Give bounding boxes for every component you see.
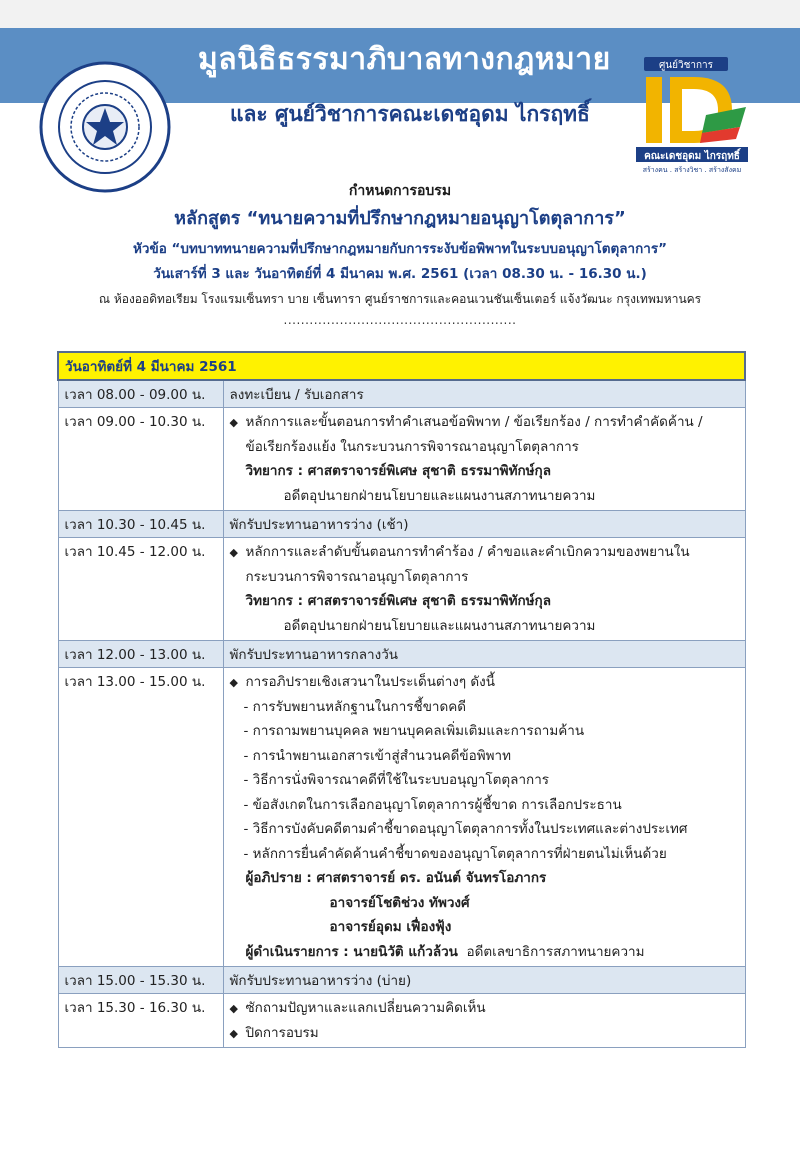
bullet-icon: ◆ — [229, 1002, 238, 1015]
panelist: ผู้อภิปราย : ศาสตราจารย์ ดร. อนันต์ จันทรโอภากร — [245, 870, 547, 886]
panelist: อาจารย์อุดม เฟื่องฟุ้ง — [329, 919, 452, 935]
doc-heading: กำหนดการอบรม — [348, 183, 452, 199]
time-cell: เวลา 08.00 - 09.00 น. — [58, 380, 223, 408]
activity-cell: ลงทะเบียน / รับเอกสาร — [223, 380, 745, 408]
time-cell: เวลา 15.00 - 15.30 น. — [58, 967, 223, 994]
course-title: หลักสูตร “ทนายความที่ปรึกษากฎหมายอนุญาโตตุลาการ” — [174, 208, 626, 229]
day-header-row — [58, 352, 745, 380]
speaker-title: อดีตอุปนายกฝ่ายนโยบายและแผนงานสภาทนายความ — [283, 487, 596, 504]
session-topic: ปิดการอบรม — [245, 1024, 319, 1041]
dotted-divider: ...................................................... — [283, 313, 517, 327]
academic-center-logo-icon — [636, 55, 758, 175]
moderator: ผู้ดำเนินรายการ : นายนิวัติ แก้วล้วน — [245, 943, 458, 960]
list-item: - วิธีการบังคับคดีตามคำชี้ขาดอนุญาโตตุลาการทั้งในประเทศและต่างประเทศ — [243, 821, 688, 837]
session-topic-cont: ข้อเรียกร้องแย้ง ในกระบวนการพิจารณาอนุญาโตตุลาการ — [245, 438, 579, 455]
list-item: - การถามพยานบุคคล พยานบุคคลเพิ่มเติมและการถามค้าน — [243, 723, 585, 739]
logo-top-text: ศูนย์วิชาการ — [658, 60, 714, 71]
time-cell: เวลา 13.00 - 15.00 น. — [58, 668, 223, 967]
bullet-icon: ◆ — [229, 1026, 238, 1040]
table-row — [58, 380, 745, 408]
time-cell: เวลา 10.45 - 12.00 น. — [58, 538, 223, 641]
org-subtitle: และ ศูนย์วิชาการคณะเดชอุดม ไกรฤทธิ์ — [230, 102, 590, 126]
list-item: - การนำพยานเอกสารเข้าสู่สำนวนคดีข้อพิพาท — [243, 747, 511, 764]
activity-cell: พักรับประทานอาหารว่าง (เช้า) — [223, 511, 745, 538]
moderator-title: อดีตเลขาธิการสภาทนายความ — [466, 943, 645, 960]
speaker: วิทยากร : ศาสตราจารย์พิเศษ สุชาติ ธรรมาพิทักษ์กุล — [245, 463, 552, 479]
table-row — [58, 994, 745, 1048]
activity-cell: พักรับประทานอาหารว่าง (บ่าย) — [223, 967, 745, 994]
activity-cell — [223, 538, 745, 641]
table-row — [58, 967, 745, 994]
session-topic: การอภิปรายเชิงเสวนาในประเด็นต่างๆ ดังนี้ — [245, 674, 496, 690]
day-label: วันอาทิตย์ที่ 4 มีนาคม 2561 — [58, 352, 745, 380]
table-row — [58, 408, 745, 511]
speaker-title: อดีตอุปนายกฝ่ายนโยบายและแผนงานสภาทนายความ — [283, 617, 596, 634]
schedule-table — [57, 351, 746, 1048]
date-line: วันเสาร์ที่ 3 และ วันอาทิตย์ที่ 4 มีนาคม พ.ศ. 2561 (เวลา 08.30 น. - 16.30 น.) — [153, 266, 647, 282]
list-item: - การรับพยานหลักฐานในการชี้ขาดคดี — [243, 698, 467, 715]
list-item: - วิธีการนั่งพิจารณาคดีที่ใช้ในระบบอนุญาโตตุลาการ — [243, 772, 550, 788]
panelist: อาจารย์โชติช่วง ทัพวงศ์ — [329, 894, 470, 911]
bullet-icon: ◆ — [229, 546, 238, 559]
activity-cell — [223, 408, 745, 511]
org-title: มูลนิธิธรรมาภิบาลทางกฎหมาย — [198, 42, 611, 77]
table-row — [58, 641, 745, 668]
list-item: - ข้อสังเกตในการเลือกอนุญาโตตุลาการผู้ชี้ขาด การเลือกประธาน — [243, 796, 622, 813]
session-topic-cont: กระบวนการพิจารณาอนุญาโตตุลาการ — [245, 568, 469, 585]
logo-bottom-text: คณะเดชอุดม ไกรฤทธิ์ — [644, 151, 740, 162]
table-row — [58, 538, 745, 641]
table-row — [58, 511, 745, 538]
speaker: วิทยากร : ศาสตราจารย์พิเศษ สุชาติ ธรรมาพิทักษ์กุล — [245, 593, 552, 609]
bullet-icon: ◆ — [229, 416, 238, 429]
session-topic: หลักการและลำดับขั้นตอนการทำคำร้อง / คำขอและคำเบิกความของพยานใน — [245, 544, 690, 560]
activity-cell — [223, 668, 745, 967]
bullet-icon: ◆ — [229, 676, 238, 689]
time-cell: เวลา 10.30 - 10.45 น. — [58, 511, 223, 538]
time-cell: เวลา 12.00 - 13.00 น. — [58, 641, 223, 668]
time-cell: เวลา 15.30 - 16.30 น. — [58, 994, 223, 1048]
activity-cell: พักรับประทานอาหารกลางวัน — [223, 641, 745, 668]
logo-tagline-text: สร้างคน . สร้างวิชา . สร้างสังคม — [642, 166, 742, 174]
session-topic: หลักการและขั้นตอนการทำคำเสนอข้อพิพาท / ข้อเรียกร้อง / การทำคำคัดค้าน / — [245, 414, 703, 430]
list-item: - หลักการยื่นคำคัดค้านคำชี้ขาดของอนุญาโตตุลาการที่ฝ่ายตนไม่เห็นด้วย — [243, 845, 667, 862]
activity-cell — [223, 994, 745, 1048]
topic-title: หัวข้อ “บทบาททนายความที่ปรึกษากฎหมายกับการระงับข้อพิพาทในระบบอนุญาโตตุลาการ” — [133, 241, 667, 257]
venue-line: ณ ห้องออดิทอเรียม โรงแรมเซ็นทรา บาย เซ็นทารา ศูนย์ราชการและคอนเวนชันเซ็นเตอร์ แจ้งวัฒนะ กรุงเทพมหานคร — [98, 292, 702, 306]
session-topic: ซักถามปัญหาและแลกเปลี่ยนความคิดเห็น — [245, 1000, 486, 1016]
table-row — [58, 668, 745, 967]
foundation-seal-icon — [38, 60, 172, 194]
time-cell: เวลา 09.00 - 10.30 น. — [58, 408, 223, 511]
